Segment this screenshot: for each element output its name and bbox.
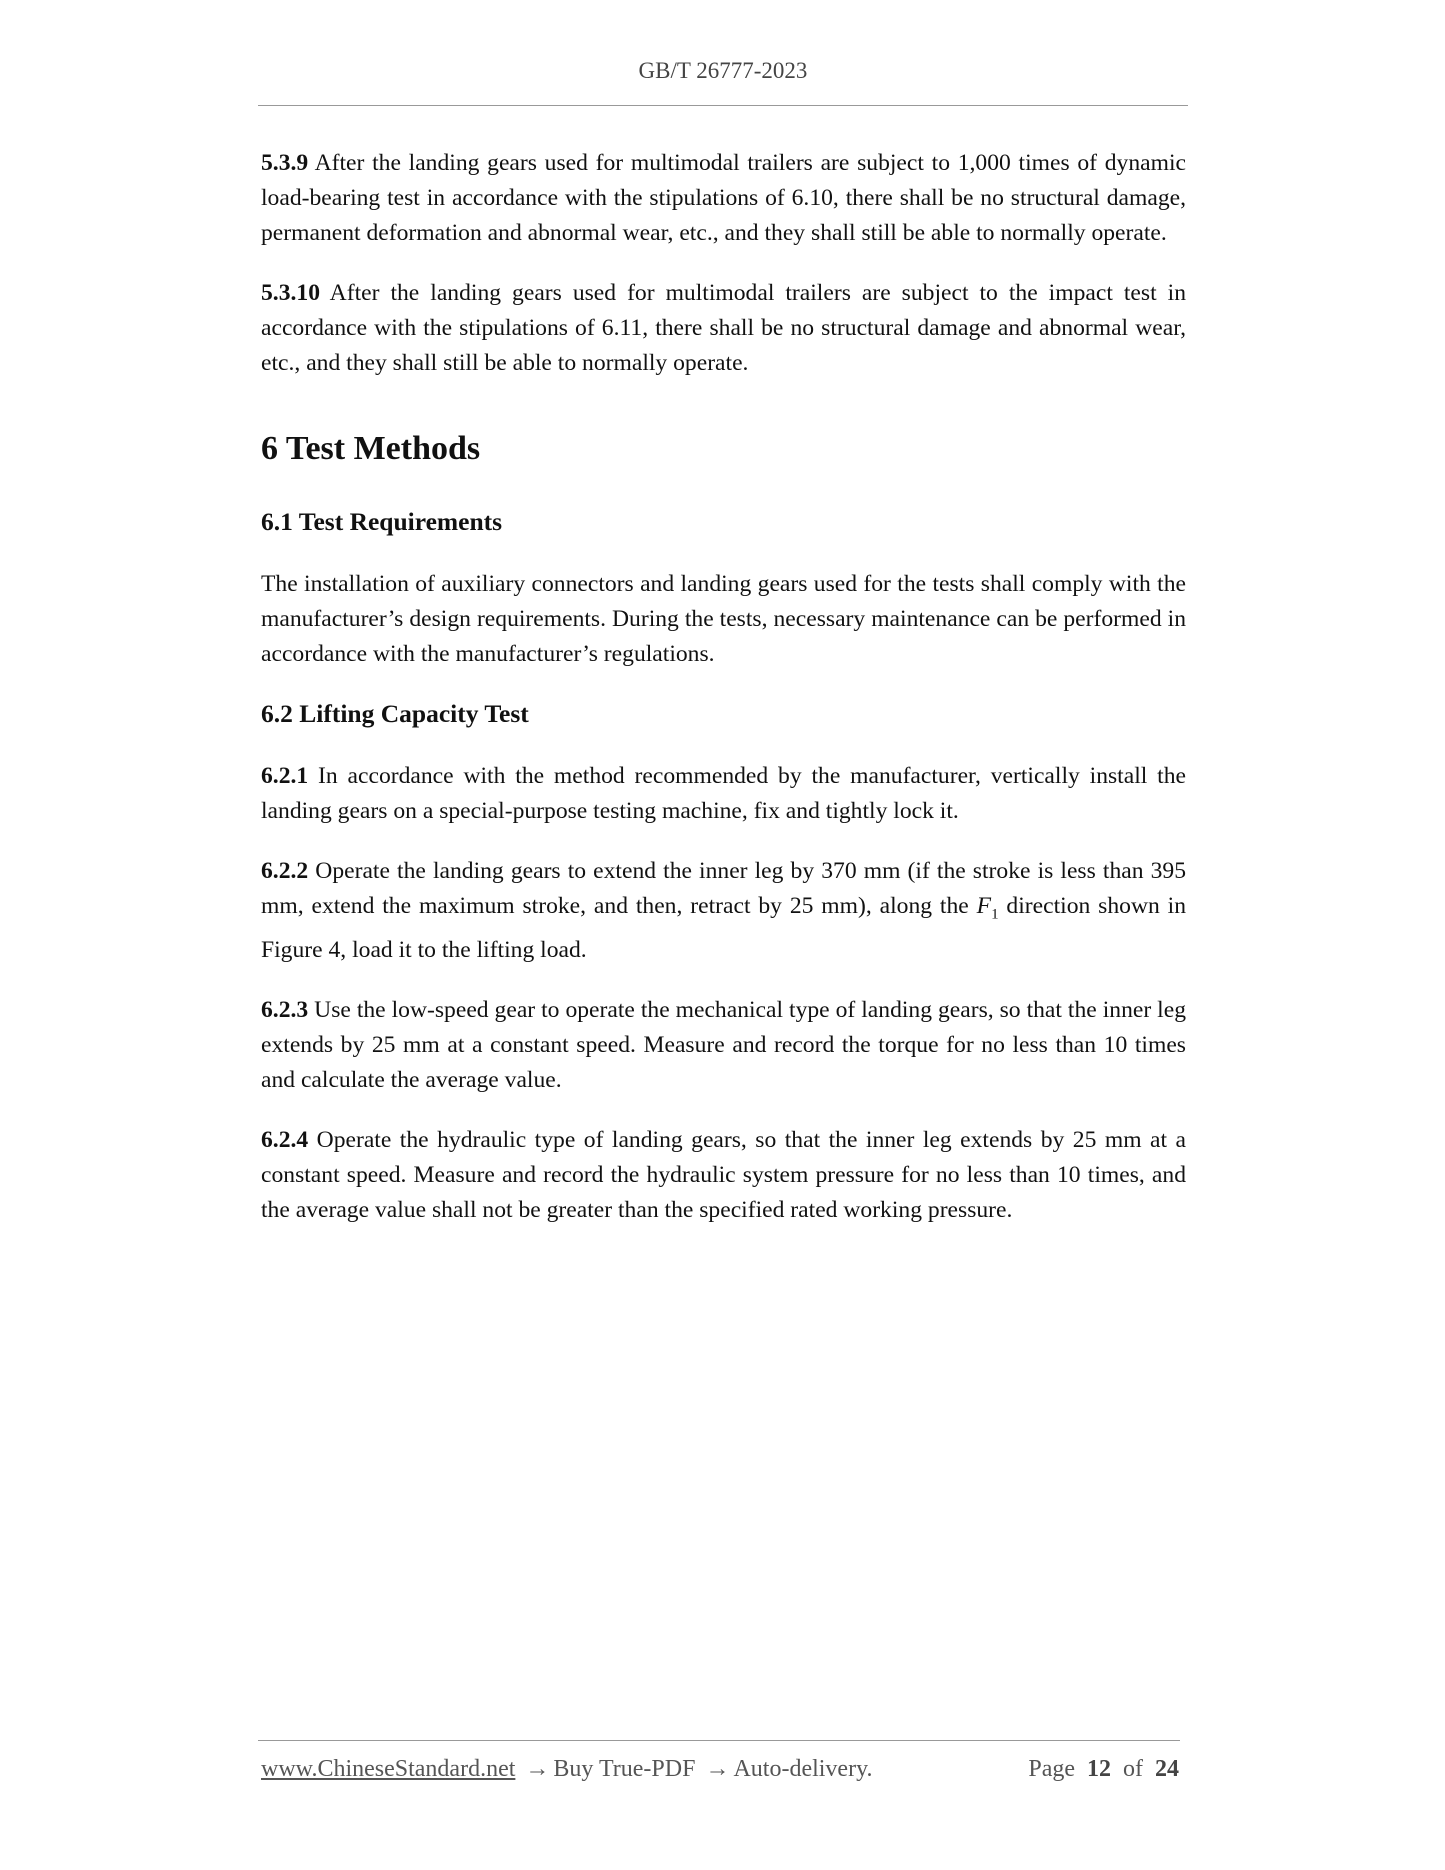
force-symbol: F [976, 893, 992, 919]
arrow-right-icon: → [705, 1756, 730, 1782]
clause-text: Use the low-speed gear to operate the mechanical type of landing gears, so that the inner leg extends by 25 mm at a constant speed. Measure and record the torque for no less than 10 times and calculate the average value. [261, 996, 1186, 1093]
clause-text: After the landing gears used for multimodal trailers are subject to 1,000 times of dynamic load-bearing test in accordance with the stipulations of 6.10, there shall be no structural damage, permanent deformation and abnormal wear, etc., and they shall still be able to normally operate. [261, 150, 1186, 246]
clause-6-2-1 [261, 759, 1186, 829]
section-6-heading: 6 Test Methods [261, 430, 481, 467]
page-total: 24 [1155, 1756, 1179, 1782]
page-label: Page [1028, 1756, 1075, 1782]
clause-6-2-2 [261, 854, 1186, 968]
clause-number: 6.2.2 [261, 858, 309, 884]
clause-number: 6.2.4 [261, 1126, 309, 1153]
site-link[interactable]: www.ChineseStandard.net [261, 1756, 516, 1782]
page-header-standard-code: GB/T 26777-2023 [638, 58, 808, 83]
auto-delivery-text: Auto-delivery. [733, 1756, 873, 1782]
force-subscript: 1 [991, 906, 999, 923]
buy-true-pdf-text: Buy True-PDF [553, 1756, 696, 1782]
clause-text: After the landing gears used for multimodal trailers are subject to the impact test in accordance with the stipulations of 6.11, there shall be no structural damage and abnormal wear, etc., and they shall still be able to normally operate. [261, 280, 1186, 376]
section-6-2-heading: 6.2 Lifting Capacity Test [261, 699, 529, 728]
clause-text-before: Operate the landing gears to extend the inner leg by 370 mm (if the stroke is less than 395 mm, extend the maximum stroke, and then, retract by 25 mm), along the [261, 858, 1186, 919]
clause-6-2-4 [261, 1123, 1186, 1228]
clause-5-3-10 [261, 276, 1186, 381]
clause-text-after: direction shown in Figure 4, load it to the lifting load. [261, 893, 1187, 963]
page-number [1028, 1756, 1179, 1783]
clause-text: In accordance with the method recommended by the manufacturer, vertically install the landing gears on a special-purpose testing machine, fix and tightly lock it. [261, 763, 1186, 824]
of-label: of [1123, 1756, 1143, 1782]
section-6-1-heading: 6.1 Test Requirements [261, 507, 503, 536]
clause-6-2-3 [261, 993, 1186, 1098]
arrow-right-icon: → [525, 1756, 550, 1782]
clause-number: 5.3.9 [261, 150, 309, 176]
page-current: 12 [1087, 1756, 1111, 1782]
section-6-1-text: The installation of auxiliary connectors and landing gears used for the tests shall comply with the manufacturer’s design requirements. During the tests, necessary maintenance can be performed in accordance with the manufacturer’s regulations. [261, 571, 1186, 667]
header-divider [258, 105, 1188, 106]
document-body [261, 146, 1186, 1253]
clause-5-3-9 [261, 146, 1186, 251]
footer-divider [258, 1740, 1180, 1741]
clause-number: 6.2.1 [261, 763, 309, 789]
clause-number: 6.2.3 [261, 996, 309, 1023]
footer-promo [261, 1756, 873, 1783]
clause-text: Operate the hydraulic type of landing gears, so that the inner leg extends by 25 mm at a constant speed. Measure and record the hydraulic system pressure for no less than 10 times, and the average value shall not be greater than the specified rated working pressure. [261, 1126, 1186, 1223]
clause-number: 5.3.10 [261, 280, 320, 306]
